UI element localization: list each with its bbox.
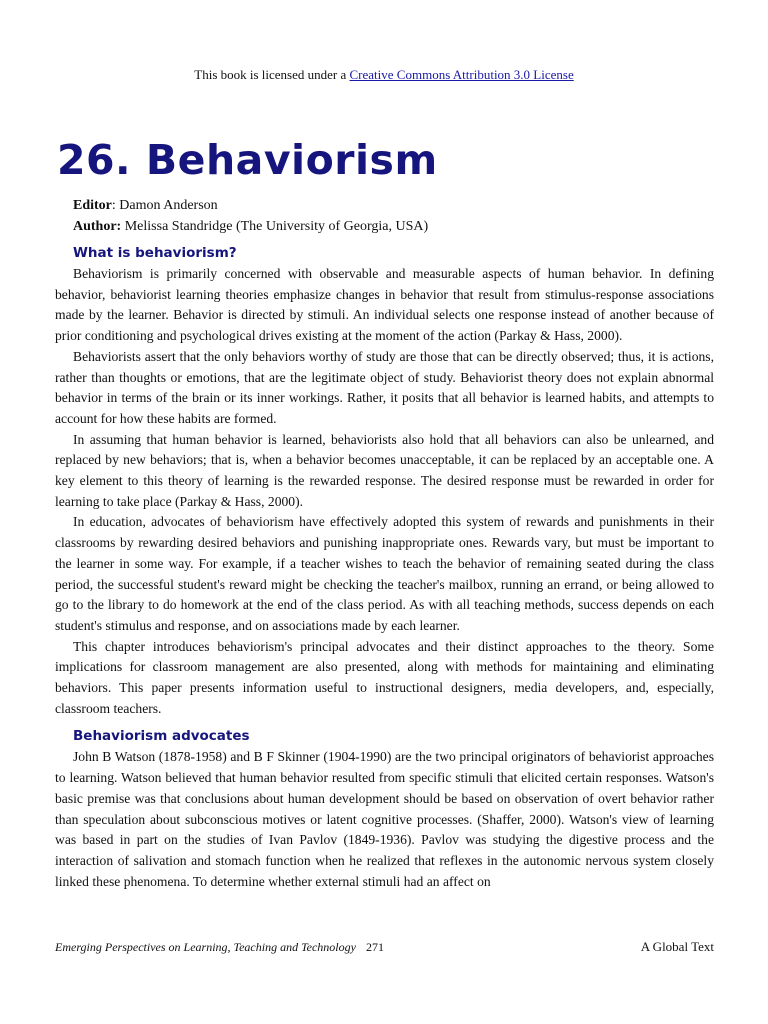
author-line [73,217,428,237]
paragraph: In education, advocates of behaviorism have effectively adopted this system of rewards and punishments in their classrooms by rewarding desired behaviors and punishing inappropriate ones. Rewards vary, but must be important to the learner in some way. For example, if a teacher wishes to teach the behavior of remaining seated during the class period, the successful student's reward might be checking the teacher's mailbox, running an errand, or being allowed to go to the library to do homework at the end of the class period. As with all teaching methods, success depends on each student's stimulus and response, and on associations made by each learner. [55,514,714,633]
paragraph: John B Watson (1878-1958) and B F Skinner (1904-1990) are the two principal originators of behaviorist approaches to learning. Watson believed that human behavior resulted from specific stimuli that elicited certain responses. Watson's basic premise was that conclusions about human development should be based on observation of overt behavior rather than speculation about subconscious motives or latent cognitive processes. (Shaffer, 2000). Watson's view of learning was based in part on the studies of Ivan Pavlov (1849-1936). Pavlov was studying the digestive process and the interaction of salivation and stomach function when he realized that reflexes in the autonomic nervous system closely linked these phenomena. To determine whether external stimuli had an affect on [55,749,714,889]
license-notice [0,66,768,84]
paragraph: In assuming that human behavior is learned, behaviorists also hold that all behaviors can also be unlearned, and replaced by new behaviors; that is, when a behavior becomes unacceptable, it can be replaced by an acceptable one. A key element to this theory of learning is the rewarded response. The desired response must be rewarded in order for learning to take place (Parkay & Hass, 2000). [55,431,714,509]
section-behaviorism-advocates [55,725,714,892]
license-link[interactable]: Creative Commons Attribution 3.0 License [349,67,574,82]
chapter-title: 26. Behaviorism [57,136,438,184]
editor-line [73,196,218,216]
footer-publisher: A Global Text [640,939,714,954]
paragraph: Behaviorism is primarily concerned with observable and measurable aspects of human behavior. In defining behavior, behaviorist learning theories emphasize changes in behavior that result from stimulus-response associations made by the learner. Behavior is directed by stimuli. An individual selects one response instead of another because of prior conditioning and psychological drives existing at the moment of the action (Parkay & Hass, 2000). [55,266,714,344]
footer-book-title: Emerging Perspectives on Learning, Teaching and Technology [55,940,356,954]
author-label: Author: [73,219,122,234]
page-footer [55,939,714,955]
license-prefix: This book is licensed under a [194,67,350,82]
paragraph: This chapter introduces behaviorism's principal advocates and their distinct approaches to the theory. Some implications for classroom management are also presented, along with methods for maintaining and eliminating behaviors. This paper presents information useful to instructional designers, media developers, and, especially, classroom teachers. [55,638,714,716]
author-name: Melissa Standridge (The University of Georgia, USA) [121,219,429,234]
section-heading: Behaviorism advocates [73,728,250,745]
section-what-is-behaviorism [55,242,714,719]
page-number: 271 [365,940,384,954]
section-heading: What is behaviorism? [73,245,237,261]
paragraph: Behaviorists assert that the only behaviors worthy of study are those that can be directly observed; thus, it is actions, rather than thoughts or emotions, that are the legitimate object of study. Behaviorist theory does not explain abnormal behavior in terms of the brain or its inner workings. Rather, it posits that all behavior is learned habits, and attempts to account for how these habits are formed. [55,348,714,426]
editor-name: : Damon Anderson [111,198,218,213]
chapter-body [55,242,714,892]
editor-label: Editor [73,198,112,213]
